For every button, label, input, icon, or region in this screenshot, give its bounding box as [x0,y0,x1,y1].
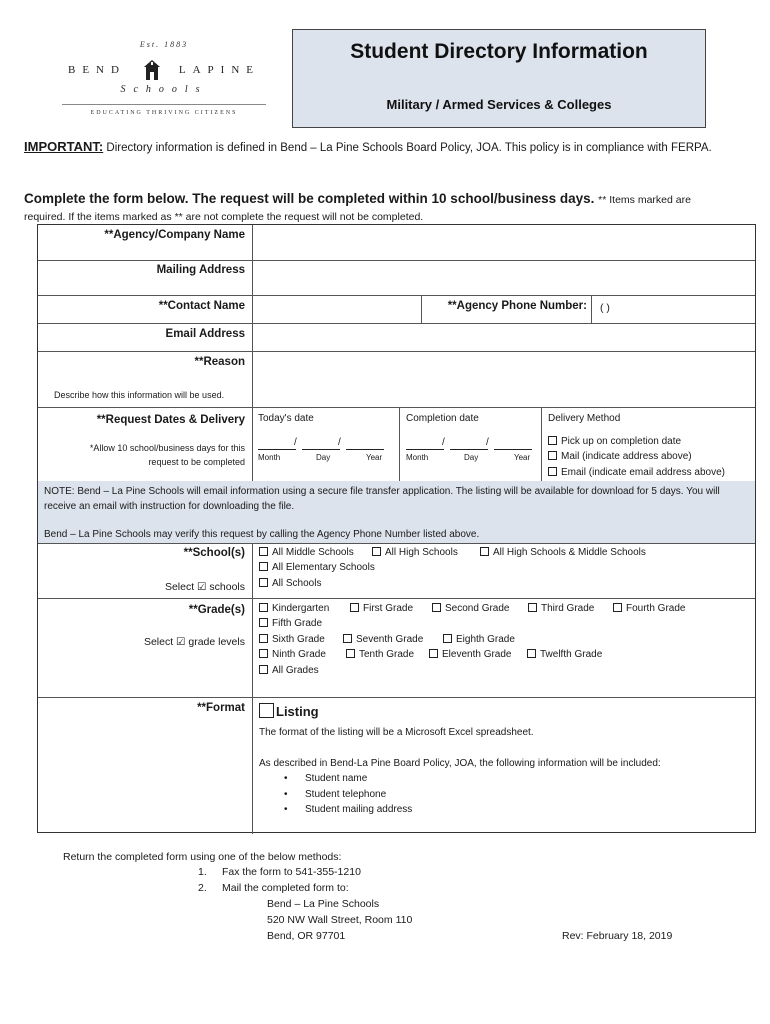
logo-schools: Schools [120,84,208,95]
checkbox[interactable] [259,703,274,718]
grade-kindergarten[interactable]: Kindergarten [259,603,329,614]
grade-first[interactable]: First Grade [350,603,413,614]
day-label: Day [464,453,479,462]
checkbox[interactable] [259,603,268,612]
delivery-option-pickup[interactable]: Pick up on completion date [548,436,681,447]
grade-tenth[interactable]: Tenth Grade [346,649,414,660]
grade-eighth[interactable]: Eighth Grade [443,634,515,645]
label-divider-top [252,225,253,481]
email-address-field[interactable] [254,324,755,350]
row-divider [38,543,755,544]
address-line-2: 520 NW Wall Street, Room 110 [267,914,413,926]
agency-name-field[interactable] [254,226,755,259]
phone-divider [591,295,592,323]
school-option-elementary[interactable]: All Elementary Schools [259,562,375,573]
method-2-number: 2. [198,882,207,894]
email-address-label: Email Address [165,328,245,340]
checkbox[interactable] [259,665,268,674]
month-label: Month [406,453,429,462]
checkbox[interactable] [343,634,352,643]
grade-second[interactable]: Second Grade [432,603,510,614]
title-box [292,29,706,128]
page-subtitle: Military / Armed Services & Colleges [386,97,612,112]
schools-label: **School(s) [183,547,245,559]
grade-all[interactable]: All Grades [259,665,319,676]
checkbox[interactable] [259,634,268,643]
format-listing-option[interactable]: Listing [259,703,319,719]
bullet-icon: • [284,804,288,815]
completion-date-field[interactable]: / / Month Day Year [406,437,531,462]
important-notice [24,138,744,157]
school-option-high-middle[interactable]: All High Schools & Middle Schools [480,547,646,558]
dates-hint-1: *Allow 10 school/business days for this [89,443,245,453]
agency-phone-field[interactable]: ( ) [600,302,610,314]
policy-line: As described in Bend-La Pine Board Policy, JOA, the following information will be included: [259,758,661,769]
reason-label: **Reason [194,356,245,368]
method-2-text: Mail the completed form to: [222,882,349,894]
checkbox[interactable] [259,547,268,556]
schools-hint: Select ☑ schools [164,581,245,593]
note-text-1: NOTE: Bend – La Pine Schools will email information using a secure file transfer application. The listing will be available for download for 5 days. You will receive an email with instruction for downloading the file. [44,486,720,512]
grade-twelfth[interactable]: Twelfth Grade [527,649,602,660]
format-description: The format of the listing will be a Microsoft Excel spreadsheet. [259,727,534,738]
delivery-option-mail[interactable]: Mail (indicate address above) [548,451,692,462]
required-note: required. If the items marked as ** are not complete the request will not be completed. [24,211,424,223]
dates-hint-2: request to be completed [148,457,245,467]
request-form [37,224,756,833]
month-label: Month [258,453,281,462]
contact-name-field[interactable] [254,296,420,322]
label-divider-bottom [252,543,253,834]
grade-fifth[interactable]: Fifth Grade [259,618,322,629]
logo-left-word: BEND [68,64,126,76]
mailing-address-field[interactable] [254,261,755,294]
checkbox[interactable] [548,436,557,445]
note-text-2: Bend – La Pine Schools may verify this request by calling the Agency Phone Number listed above. [44,529,480,540]
bullet-icon: • [284,773,288,784]
checkbox[interactable] [528,603,537,612]
page-title: Student Directory Information [350,40,648,63]
address-line-3: Bend, OR 97701 [267,930,346,942]
request-dates-label: **Request Dates & Delivery [96,414,245,426]
day-label: Day [316,453,331,462]
school-option-middle[interactable]: All Middle Schools [259,547,354,558]
included-item: Student name [305,773,368,784]
included-item: Student mailing address [305,804,413,815]
district-logo [62,36,266,122]
grades-hint: Select ☑ grade levels [143,636,245,648]
checkbox[interactable] [429,649,438,658]
delivery-method-heading: Delivery Method [548,413,621,424]
complete-instruction [24,191,764,206]
checkbox[interactable] [613,603,622,612]
schoolhouse-icon [144,60,160,80]
school-option-all[interactable]: All Schools [259,578,321,589]
mailing-address-label: Mailing Address [156,264,245,276]
grade-fourth[interactable]: Fourth Grade [613,603,685,614]
todays-date-field[interactable]: / / Month Day Year [258,437,383,462]
year-label: Year [514,453,531,462]
grade-third[interactable]: Third Grade [528,603,594,614]
complete-bold-text: Complete the form below. The request will be completed within 10 school/business days. [24,191,595,206]
agency-name-label: **Agency/Company Name [104,229,245,241]
logo-tagline: EDUCATING THRIVING CITIZENS [90,110,238,116]
completion-date-heading: Completion date [406,413,479,424]
method-1-text: Fax the form to 541-355-1210 [222,866,361,878]
address-line-1: Bend – La Pine Schools [267,898,380,910]
complete-small-text: ** Items marked are [598,194,691,206]
checkbox[interactable] [548,451,557,460]
grade-eleventh[interactable]: Eleventh Grade [429,649,512,660]
checkbox[interactable] [259,578,268,587]
return-instructions: Return the completed form using one of the below methods: [63,851,342,863]
todays-date-heading: Today's date [258,413,314,424]
grade-seventh[interactable]: Seventh Grade [343,634,423,645]
row-divider [38,407,755,408]
checkbox[interactable] [346,649,355,658]
reason-hint: Describe how this information will be used. [54,390,225,400]
grade-sixth[interactable]: Sixth Grade [259,634,325,645]
format-label: **Format [197,702,245,714]
checkbox[interactable] [480,547,489,556]
delivery-option-email[interactable]: Email (indicate email address above) [548,467,725,478]
checkbox[interactable] [259,562,268,571]
method-1-number: 1. [198,866,207,878]
checkbox[interactable] [259,649,268,658]
revision-date: Rev: February 18, 2019 [562,930,673,942]
agency-phone-label: **Agency Phone Number: [447,300,587,312]
logo-divider [62,104,266,105]
important-label: IMPORTANT: [24,139,104,154]
logo-right-word: LAPINE [178,64,260,76]
included-item: Student telephone [305,789,387,800]
reason-field[interactable] [254,352,755,406]
year-label: Year [366,453,383,462]
checkbox[interactable] [443,634,452,643]
row-divider [38,697,755,698]
checkbox[interactable] [372,547,381,556]
important-text: Directory information is defined in Bend – La Pine Schools Board Policy, JOA. This policy is in compliance with FERPA. [106,142,712,154]
checkbox[interactable] [432,603,441,612]
logo-established: Est. 1883 [139,40,189,49]
grade-ninth[interactable]: Ninth Grade [259,649,326,660]
checkbox[interactable] [259,618,268,627]
grades-label: **Grade(s) [188,604,245,616]
dates-divider [399,407,400,481]
checkbox[interactable] [527,649,536,658]
note-panel [38,481,755,543]
bullet-icon: • [284,789,288,800]
logo-name [62,60,266,80]
checkbox[interactable] [350,603,359,612]
checkbox[interactable] [548,467,557,476]
dates-divider [541,407,542,481]
row-divider [38,598,755,599]
school-option-high[interactable]: All High Schools [372,547,458,558]
contact-name-label: **Contact Name [158,300,245,312]
